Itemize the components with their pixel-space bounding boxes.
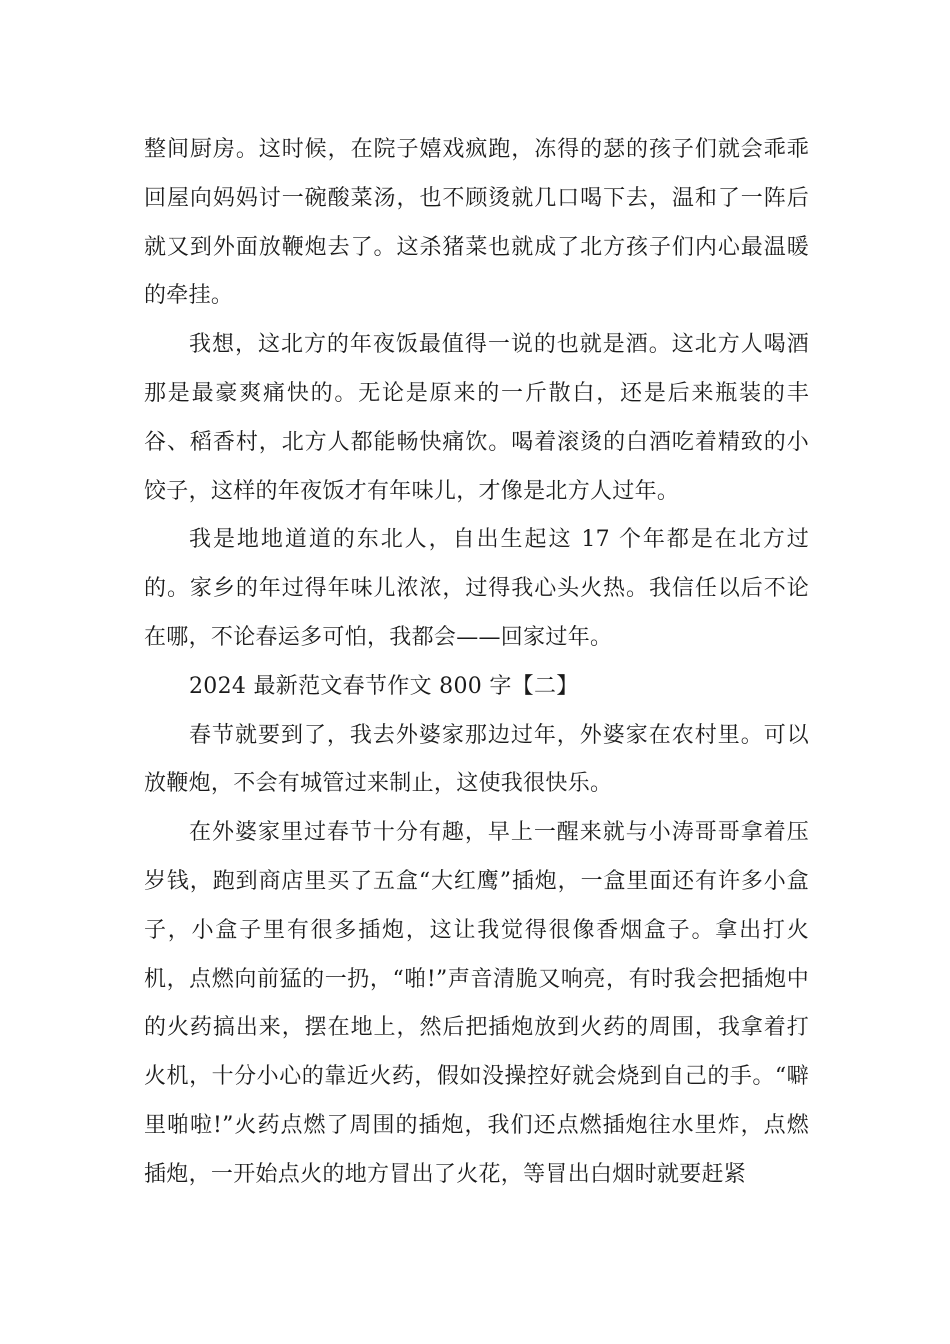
paragraph-2: 我想，这北方的年夜饭最值得一说的也就是酒。这北方人喝酒那是最豪爽痛快的。无论是原来的一斤散白，还是后来瓶装的丰谷、稻香村，北方人都能畅快痛饮。喝着滚烫的白酒吃着精致的小饺子，这样的年夜饭才有年味儿，才像是北方人过年。 [144,332,809,504]
paragraph-5: 在外婆家里过春节十分有趣，早上一醒来就与小涛哥哥拿着压岁钱，跑到商店里买了五盒“大红鹰”插炮，一盒里面还有许多小盒子，小盒子里有很多插炮，这让我觉得很像香烟盒子。拿出打火机，点燃向前猛的一扔，“啪!”声音清脆又响亮，有时我会把插炮中的火药搞出来，摆在地上，然后把插炮放到火药的周围，我拿着打火机，十分小心的靠近火药，假如没操控好就会烧到自己的手。“噼里啪啦!”火药点燃了周围的插炮，我们还点燃插炮往水里炸，点燃插炮，一开始点火的地方冒出了火花，等冒出白烟时就要赶紧 [144,820,809,1187]
document-page [144,126,809,1200]
paragraph-3: 我是地地道道的东北人，自出生起这 17 个年都是在北方过的。家乡的年过得年味儿浓浓，过得我心头火热。我信任以后不论在哪，不论春运多可怕，我都会——回家过年。 [144,527,809,650]
paragraph-4: 春节就要到了，我去外婆家那边过年，外婆家在农村里。可以放鞭炮，不会有城管过来制止，这使我很快乐。 [144,722,809,797]
section-heading: 2024 最新范文春节作文 800 字【二】 [189,673,579,699]
paragraph-1: 整间厨房。这时候，在院子嬉戏疯跑，冻得的瑟的孩子们就会乖乖回屋向妈妈讨一碗酸菜汤，也不顾烫就几口喝下去，温和了一阵后就又到外面放鞭炮去了。这杀猪菜也就成了北方孩子们内心最温暖的牵挂。 [144,137,809,309]
